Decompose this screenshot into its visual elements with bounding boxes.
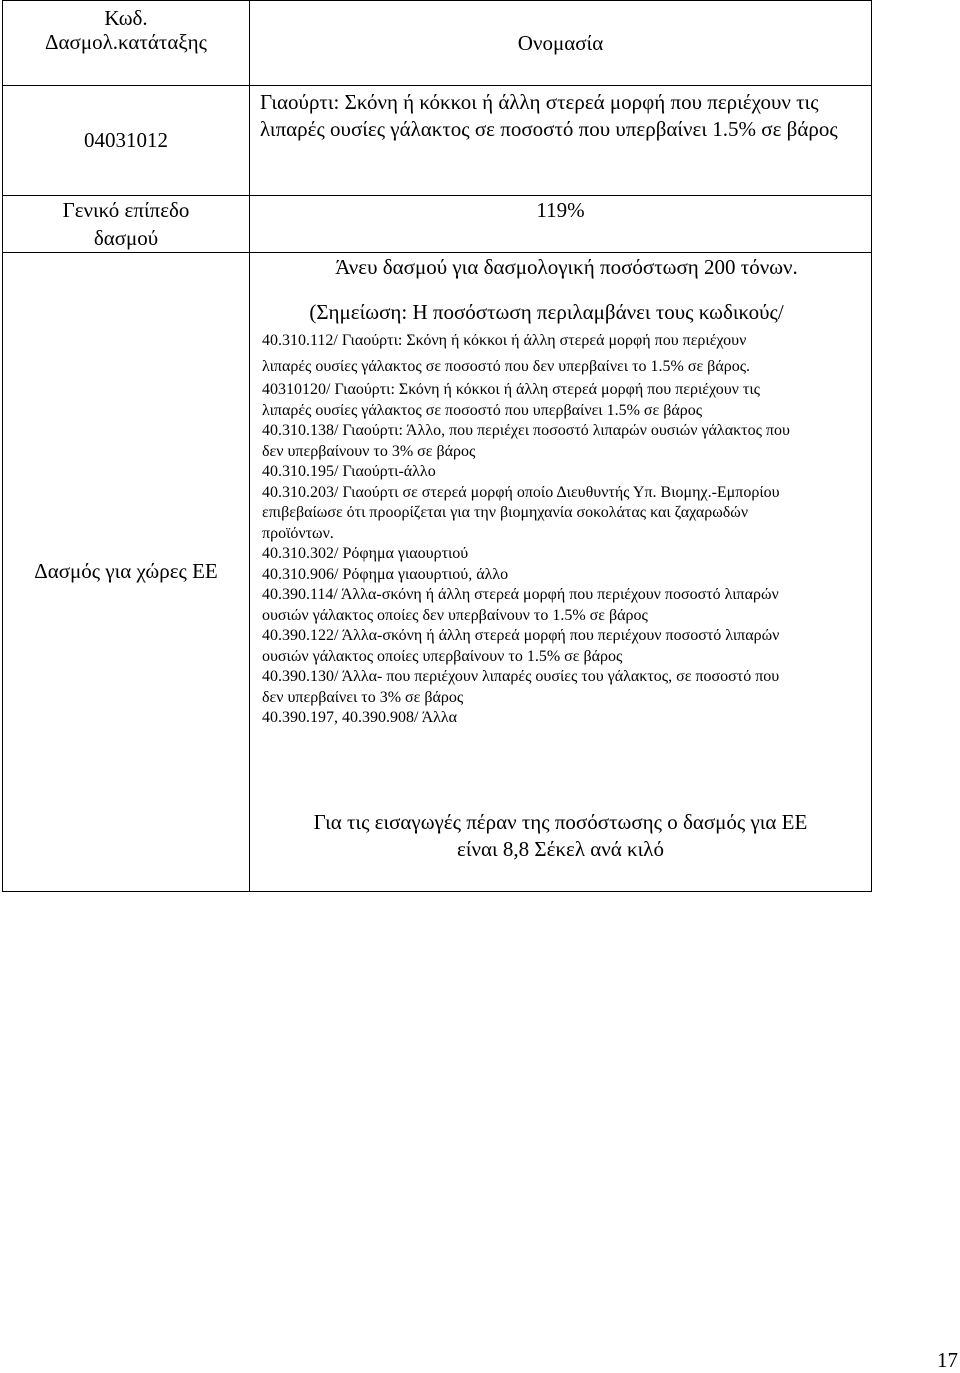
note-line: 40.390.122/ Άλλα-σκόνη ή άλλη στερεά μορφή που περιέχουν ποσοστό λιπαρών: [262, 627, 780, 644]
code-row: [3, 86, 872, 196]
general-duty-row: [3, 196, 872, 253]
general-duty-label-line2: δασμού: [93, 226, 159, 250]
note-list: [262, 328, 871, 729]
note-line: 40.310.138/ Γιαούρτι: Άλλο, που περιέχει ποσοστό λιπαρών ουσιών γάλακτος που: [262, 422, 790, 439]
note-line: 40.390.197, 40.390.908/ Άλλα: [262, 709, 458, 726]
note-line: 40.390.114/ Άλλα-σκόνη ή άλλη στερεά μορφή που περιέχουν ποσοστό λιπαρών: [262, 586, 779, 603]
code-header-line1: Κωδ.: [104, 6, 148, 30]
note-line: 40.310.302/ Ρόφημα γιαουρτιού: [262, 545, 469, 562]
note-line: 40.310.195/ Γιαούρτι-άλλο: [262, 463, 436, 480]
out-of-quota-line2: είναι 8,8 Σέκελ ανά κιλό: [457, 836, 664, 861]
note-line: 40.390.130/ Άλλα- που περιέχουν λιπαρές ουσίες του γάλακτος, σε ποσοστό που: [262, 668, 780, 685]
note-line: 40310120/ Γιαούρτι: Σκόνη ή κόκκοι ή άλλη στερεά μορφή που περιέχουν τις: [262, 381, 760, 398]
note-line: 40.310.203/ Γιαούρτι σε στερεά μορφή οποίο Διευθυντής Υπ. Βιομηχ.-Εμπορίου: [262, 483, 780, 501]
note-line: δεν υπερβαίνει το 3% σε βάρος: [262, 688, 464, 706]
code-header-line2: Δασμολ.κατάταξης: [45, 30, 207, 54]
note-line: ουσιών γάλακτος οποίες υπερβαίνουν το 1.5% σε βάρος: [262, 647, 623, 665]
quota-text: Άνευ δασμού για δασμολογική ποσόστωση 200 τόνων.: [335, 255, 798, 279]
eu-duty-details: [250, 253, 872, 892]
general-duty-label: [3, 196, 250, 253]
page-number: 17: [937, 1348, 958, 1372]
note-line: δεν υπερβαίνουν το 3% σε βάρος: [262, 442, 476, 460]
note-line: ουσιών γάλακτος οποίες δεν υπερβαίνουν το 1.5% σε βάρος: [262, 606, 648, 624]
eu-duty-row: [3, 253, 872, 892]
tariff-code: 04031012: [3, 86, 250, 196]
note-line: λιπαρές ουσίες γάλακτος σε ποσοστό που υπερβαίνει 1.5% σε βάρος: [262, 401, 703, 419]
general-duty-label-line1: Γενικό επίπεδο: [62, 198, 190, 222]
out-of-quota-text: [262, 809, 871, 863]
name-column-header: Ονομασία: [250, 1, 872, 86]
eu-duty-label: Δασμός για χώρες ΕΕ: [3, 253, 250, 892]
note-line: προϊόντων.: [262, 524, 334, 542]
general-duty-value: 119%: [250, 196, 872, 253]
note-line: λιπαρές ουσίες γάλακτος σε ποσοστό που δεν υπερβαίνει το 1.5% σε βάρος.: [262, 358, 751, 375]
header-row: [3, 1, 872, 86]
product-description: Γιαούρτι: Σκόνη ή κόκκοι ή άλλη στερεά μορφή που περιέχουν τις λιπαρές ουσίες γάλακτος σε ποσοστό που υπερβαίνει 1.5% σε βάρος: [250, 86, 872, 196]
note-line: 40.310.112/ Γιαούρτι: Σκόνη ή κόκκοι ή άλλη στερεά μορφή που περιέχουν: [262, 332, 747, 349]
tariff-table: [2, 0, 872, 892]
note-line: 40.310.906/ Ρόφημα γιαουρτιού, άλλο: [262, 565, 509, 583]
out-of-quota-line1: Για τις εισαγωγές πέραν της ποσόστωσης ο δασμός για ΕΕ: [313, 809, 808, 834]
code-column-header: [3, 1, 250, 86]
note-title: (Σημείωση: Η ποσόστωση περιλαμβάνει τους κωδικούς/: [309, 300, 784, 324]
note-line: επιβεβαίωσε ότι προορίζεται για την βιομηχανία σοκολάτας και ζαχαρωδών: [262, 504, 749, 521]
